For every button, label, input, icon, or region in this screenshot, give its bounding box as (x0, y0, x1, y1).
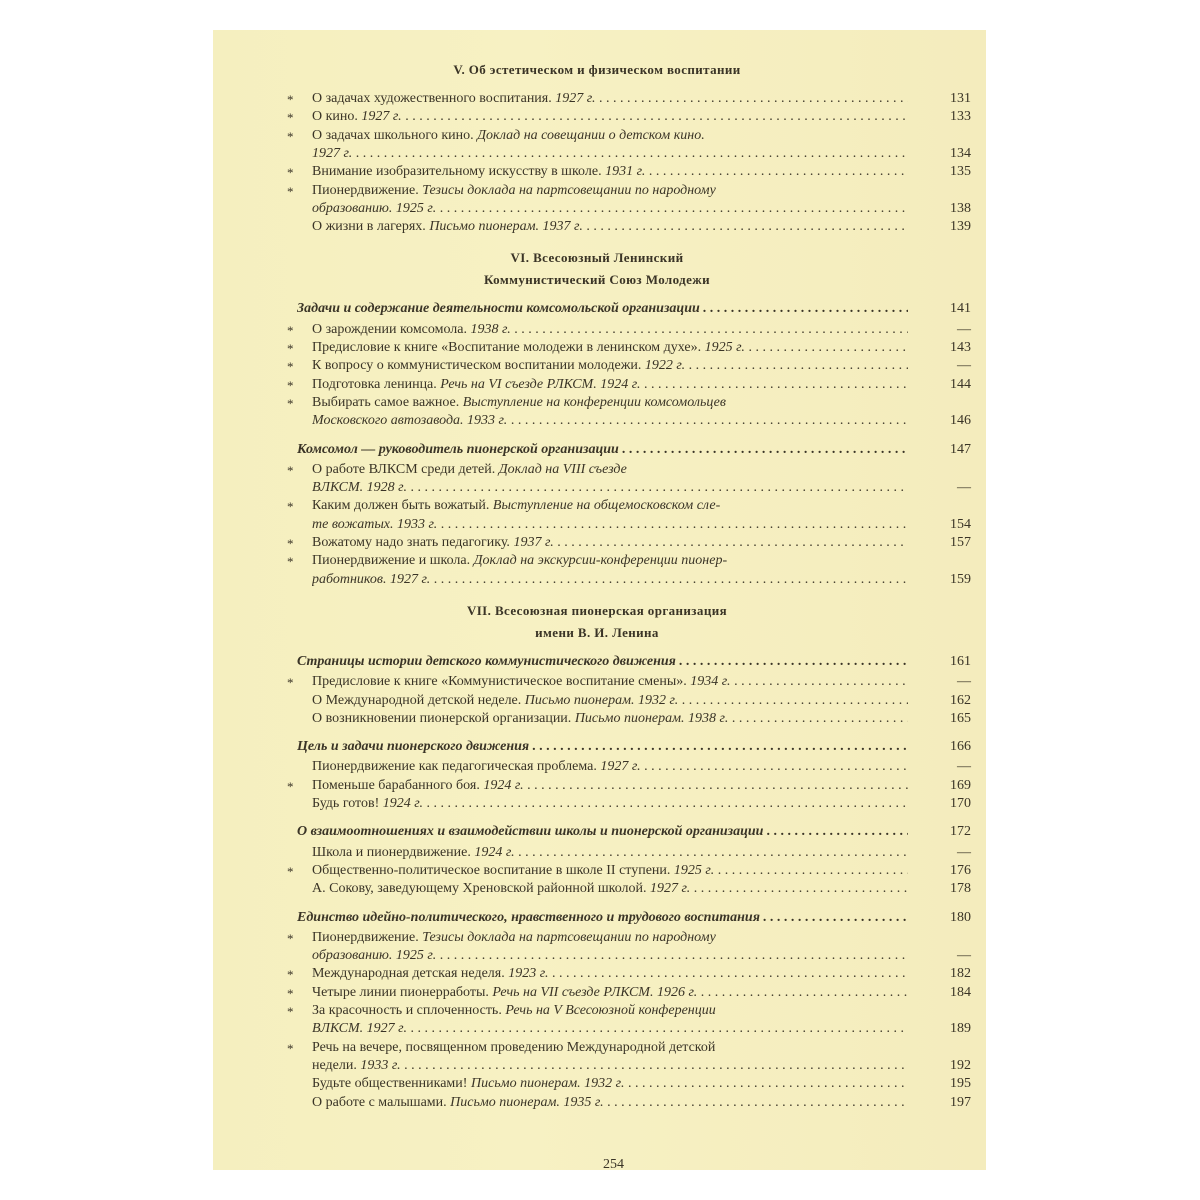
entry-source: Выступление на конференции комсомольцев (462, 394, 726, 410)
asterisk-mark: * (287, 92, 294, 107)
page-ref: 176 (950, 862, 971, 878)
asterisk-mark: * (287, 165, 294, 181)
toc-entry-line (297, 1075, 971, 1093)
group-title (297, 441, 908, 459)
entry-title: Внимание изобразительному искусству в школе. (312, 164, 602, 180)
entry-text (312, 692, 908, 710)
entry-source: Речь на V Всесоюзной конференции (505, 1003, 716, 1018)
entry-text (312, 795, 908, 813)
page-ref: — (957, 759, 971, 775)
page-ref: 166 (950, 739, 971, 755)
page-ref: 184 (950, 984, 971, 1000)
asterisk-mark: * (287, 322, 294, 338)
entry-title: О Международной детской неделе. (312, 692, 522, 708)
entry-text (312, 984, 908, 1002)
toc-entry-line (297, 1020, 971, 1038)
entry-text (312, 552, 908, 570)
entry-text (312, 90, 908, 108)
entry-text (312, 710, 908, 728)
entry-text (312, 321, 908, 339)
entry-text (312, 200, 908, 218)
entry-text (312, 108, 908, 126)
entry-source: 1933 г. (360, 1057, 401, 1073)
entry-text (312, 127, 908, 145)
page-ref: 169 (950, 777, 971, 793)
entry-source: 1927 г. (555, 91, 596, 106)
group-heading (297, 738, 971, 756)
toc-entry-line (287, 376, 971, 394)
toc-entry-line (287, 394, 971, 412)
entry-source: 1923 г. (508, 966, 549, 982)
asterisk-mark: * (287, 985, 294, 1001)
entry-source: Доклад на совещании о детском кино. (477, 127, 705, 143)
toc-entry-line (287, 90, 971, 108)
toc-entry-line (297, 412, 971, 430)
entry-source: 1925 г. (704, 340, 745, 355)
asterisk-mark: * (287, 395, 294, 411)
entry-source: Тезисы доклада на партсовещании по народному (422, 929, 716, 945)
page-ref: 135 (950, 164, 971, 180)
entry-source: Письмо пионерам. 1938 г. (574, 710, 729, 726)
page-ref: 144 (950, 376, 971, 392)
page-ref: — (957, 480, 971, 496)
entry-title: За красочность и сплоченность. (312, 1003, 502, 1018)
entry-title: О работе с малышами. (312, 1094, 447, 1110)
toc-entry-line (297, 516, 971, 534)
entry-text (312, 376, 908, 394)
group-title (297, 909, 908, 927)
page-ref: — (957, 321, 971, 337)
entry-text (312, 1039, 908, 1057)
entry-source: Доклад на экскурсии-конференции пионер- (473, 553, 728, 569)
page-ref: — (957, 674, 971, 690)
toc-entry-line (297, 218, 971, 236)
toc-entry-line (297, 200, 971, 218)
group-heading (297, 653, 971, 671)
page-ref: 146 (950, 413, 971, 429)
page-ref: 159 (950, 571, 971, 587)
entry-title: Выбирать самое важное. (312, 394, 460, 410)
toc-entry-line (297, 710, 971, 728)
entry-text (312, 1002, 908, 1020)
group-heading (297, 300, 971, 318)
toc-entry-line (297, 479, 971, 497)
toc-entry-line (297, 795, 971, 813)
page-ref: 141 (950, 301, 971, 317)
toc-entry-line (287, 673, 971, 691)
entry-text (312, 1075, 908, 1093)
page-ref: 131 (950, 91, 971, 106)
entry-title: Школа и пионердвижение. (312, 844, 471, 860)
entry-text (312, 880, 908, 898)
toc-entry-line (297, 1094, 971, 1112)
entry-source: 1938 г. (470, 321, 511, 337)
toc-entry-line (297, 145, 971, 163)
page-ref: 138 (950, 200, 971, 216)
asterisk-mark: * (287, 462, 294, 478)
entry-source: Речь на VII съезде РЛКСМ. 1926 г. (492, 984, 698, 1000)
entry-source: 1925 г. (673, 862, 715, 878)
entry-source: Тезисы доклада на партсовещании по народному (422, 182, 716, 198)
entry-text (312, 357, 908, 375)
entry-title: Каким должен быть вожатый. (312, 498, 490, 514)
page-ref: 162 (950, 692, 971, 708)
entry-text (312, 394, 908, 412)
asterisk-mark: * (287, 1004, 294, 1019)
page-ref: 172 (950, 824, 971, 840)
entry-source: 1922 г. (644, 358, 686, 374)
entry-title: Будь готов! (312, 796, 380, 811)
asterisk-mark: * (287, 499, 294, 515)
toc-entry-line (287, 1039, 971, 1057)
group-title-text: О взаимоотношениях и взаимодействии школы и пионерской организации (297, 824, 764, 840)
section-heading: Коммунистический Союз Молодежи (483, 272, 711, 288)
page-number: 254 (603, 1157, 624, 1172)
entry-text (312, 497, 908, 515)
entry-source: Доклад на VIII съезде (498, 461, 627, 477)
entry-source: 1937 г. (513, 535, 554, 550)
entry-source: 1924 г. (382, 796, 424, 811)
entry-title: О зарождении комсомола. (312, 321, 467, 337)
entry-title: А. Сокову, заведующему Хреновской районной школой. (312, 881, 647, 897)
entry-title: О задачах школьного кино. (312, 127, 474, 143)
asterisk-mark: * (287, 675, 294, 691)
group-title-text: Комсомол — руководитель пионерской организации (297, 441, 619, 457)
entry-source: Письмо пионерам. 1932 г. (470, 1076, 625, 1092)
entry-text (312, 218, 908, 236)
entry-text (312, 339, 908, 357)
group-title (297, 823, 908, 841)
entry-text (312, 673, 908, 691)
entry-source: Московского автозавода. 1933 г. (312, 413, 508, 429)
entry-title: Поменьше барабанного боя. (312, 777, 480, 793)
book-page (213, 30, 986, 1170)
asterisk-mark: * (287, 536, 294, 551)
toc-entry-line (297, 844, 971, 862)
page-ref: 180 (950, 909, 971, 925)
entry-source: 1927 г. (600, 759, 641, 775)
entry-source: 1927 г. (312, 145, 353, 161)
entry-title: О задачах художественного воспитания. (312, 91, 552, 106)
page-ref: 165 (950, 710, 971, 726)
entry-title: О жизни в лагерях. (312, 219, 426, 235)
group-title (297, 300, 908, 318)
entry-source: 1934 г. (690, 674, 731, 690)
entry-text (312, 412, 908, 430)
entry-title: О кино. (312, 109, 358, 125)
page-ref: 161 (950, 653, 971, 669)
group-title-text: Страницы истории детского коммунистического движения (297, 653, 676, 669)
page-ref: 143 (950, 340, 971, 355)
entry-text (312, 758, 908, 776)
page-ref: 192 (950, 1057, 971, 1073)
entry-title: О работе ВЛКСМ среди детей. (312, 461, 496, 477)
toc-entry-line (287, 182, 971, 200)
entry-source: 1924 г. (483, 777, 524, 793)
entry-title: Подготовка ленинца. (312, 376, 437, 392)
entry-text (312, 844, 908, 862)
group-title-text: Единство идейно-политического, нравственного и трудового воспитания (297, 909, 760, 925)
entry-title: Предисловие к книге «Коммунистическое воспитание смены». (312, 674, 687, 690)
entry-title: О возникновении пионерской организации. (312, 710, 572, 726)
page-ref: 147 (950, 441, 971, 457)
entry-title: Пионердвижение и школа. (312, 553, 471, 569)
entry-text (312, 1094, 908, 1112)
toc-entry-line (297, 947, 971, 965)
entry-source: работников. 1927 г. (312, 571, 431, 587)
entry-title: Пионердвижение как педагогическая проблема. (312, 759, 597, 775)
section-heading: имени В. И. Ленина (535, 624, 659, 640)
entry-source: 1931 г. (605, 164, 646, 180)
toc-entry-line (287, 862, 971, 880)
section-heading: V. Об эстетическом и физическом воспитании (453, 62, 741, 77)
group-title (297, 653, 908, 671)
page-ref: 154 (950, 516, 971, 532)
page-ref: 134 (950, 145, 971, 161)
toc-entry-line (297, 692, 971, 710)
group-title-text: Задачи и содержание деятельности комсомольской организации (297, 301, 700, 317)
toc-entry-line (287, 357, 971, 375)
toc-entry-line (287, 497, 971, 515)
toc-entry-line (297, 1057, 971, 1075)
entry-title: Международная детская неделя. (312, 966, 505, 982)
toc-entry-line (287, 1002, 971, 1020)
toc-entry-line (297, 880, 971, 898)
asterisk-mark: * (287, 1040, 294, 1056)
entry-source: те вожатых. 1933 г. (312, 516, 438, 532)
entry-text (312, 145, 908, 163)
page-ref: — (957, 844, 971, 860)
entry-source: Выступление на общемосковском сле- (492, 498, 721, 514)
entry-title: Четыре линии пионерработы. (312, 984, 489, 1000)
entry-source: ВЛКСМ. 1927 г. (312, 1021, 407, 1037)
asterisk-mark: * (287, 110, 294, 126)
page-ref: — (957, 948, 971, 964)
toc-entry-line (297, 571, 971, 589)
asterisk-mark: * (287, 359, 294, 375)
entry-title: Вожатому надо знать педагогику. (312, 535, 510, 550)
page-ref: 157 (950, 535, 971, 550)
entry-source: образованию. 1925 г. (312, 200, 437, 216)
page-ref: 170 (950, 796, 971, 811)
entry-source: ВЛКСМ. 1928 г. (312, 480, 407, 496)
asterisk-mark: * (287, 863, 294, 879)
entry-text (312, 534, 908, 552)
toc-entry-line (287, 777, 971, 795)
entry-text (312, 862, 908, 880)
asterisk-mark: * (287, 554, 294, 570)
section-heading: VI. Всесоюзный Ленинский (510, 250, 684, 266)
group-heading (297, 441, 971, 459)
toc-entry-line (287, 552, 971, 570)
toc-entry-line (287, 984, 971, 1002)
asterisk-mark: * (287, 341, 294, 356)
group-heading (297, 823, 971, 841)
entry-title: Будьте общественниками! (312, 1076, 468, 1092)
page-ref: 189 (950, 1021, 971, 1037)
entry-title: Предисловие к книге «Воспитание молодежи в ленинском духе». (312, 340, 702, 355)
entry-source: Письмо пионерам. 1937 г. (429, 219, 583, 235)
entry-source: Речь на VI съезде РЛКСМ. 1924 г. (440, 376, 641, 392)
toc-entry-line (287, 321, 971, 339)
page-ref: 182 (950, 966, 971, 982)
toc-entry-line (287, 127, 971, 145)
toc-entry-line (287, 929, 971, 947)
asterisk-mark: * (287, 930, 294, 946)
group-heading (297, 909, 971, 927)
toc-entry-line (287, 534, 971, 552)
entry-source: Письмо пионерам. 1935 г. (450, 1094, 604, 1110)
entry-text (312, 163, 908, 181)
page-ref: — (957, 358, 971, 374)
toc-entry-line (287, 461, 971, 479)
entry-source: 1927 г. (650, 881, 691, 897)
entry-title: Речь на вечере, посвященном проведению Международной детской (312, 1039, 716, 1055)
entry-title: недели. (312, 1057, 357, 1073)
toc-entry-line (287, 965, 971, 983)
entry-text (312, 516, 908, 534)
group-title-text: Цель и задачи пионерского движения (297, 739, 530, 755)
page-ref: 195 (950, 1076, 971, 1092)
entry-text (312, 461, 908, 479)
section-heading: VII. Всесоюзная пионерская организация (466, 602, 728, 618)
entry-text (312, 1020, 908, 1038)
toc-entry-line (287, 163, 971, 181)
asterisk-mark: * (287, 967, 294, 983)
page-ref: 133 (950, 109, 971, 125)
entry-text (312, 182, 908, 200)
entry-text (312, 571, 908, 589)
entry-title: К вопросу о коммунистическом воспитании молодежи. (312, 358, 642, 374)
entry-source: 1927 г. (361, 109, 402, 125)
group-title (297, 738, 908, 756)
page-ref: 178 (950, 881, 971, 897)
entry-text (312, 965, 908, 983)
entry-text (312, 1057, 908, 1075)
entry-title: Пионердвижение. (312, 182, 419, 198)
entry-source: образованию. 1925 г. (312, 948, 437, 964)
toc-entry-line (297, 758, 971, 776)
entry-source: 1924 г. (474, 844, 515, 860)
page-ref: 197 (950, 1094, 971, 1110)
entry-title: Общественно-политическое воспитание в школе II ступени. (312, 862, 671, 878)
asterisk-mark: * (287, 377, 294, 393)
entry-text (312, 929, 908, 947)
entry-source: Письмо пионерам. 1932 г. (524, 692, 679, 708)
asterisk-mark: * (287, 778, 294, 794)
entry-text (312, 777, 908, 795)
asterisk-mark: * (287, 128, 294, 144)
toc-entry-line (287, 339, 971, 357)
entry-text (312, 479, 908, 497)
page-ref: 139 (950, 219, 971, 235)
entry-text (312, 947, 908, 965)
asterisk-mark: * (287, 183, 294, 199)
toc-entry-line (287, 108, 971, 126)
entry-title: Пионердвижение. (312, 929, 419, 945)
